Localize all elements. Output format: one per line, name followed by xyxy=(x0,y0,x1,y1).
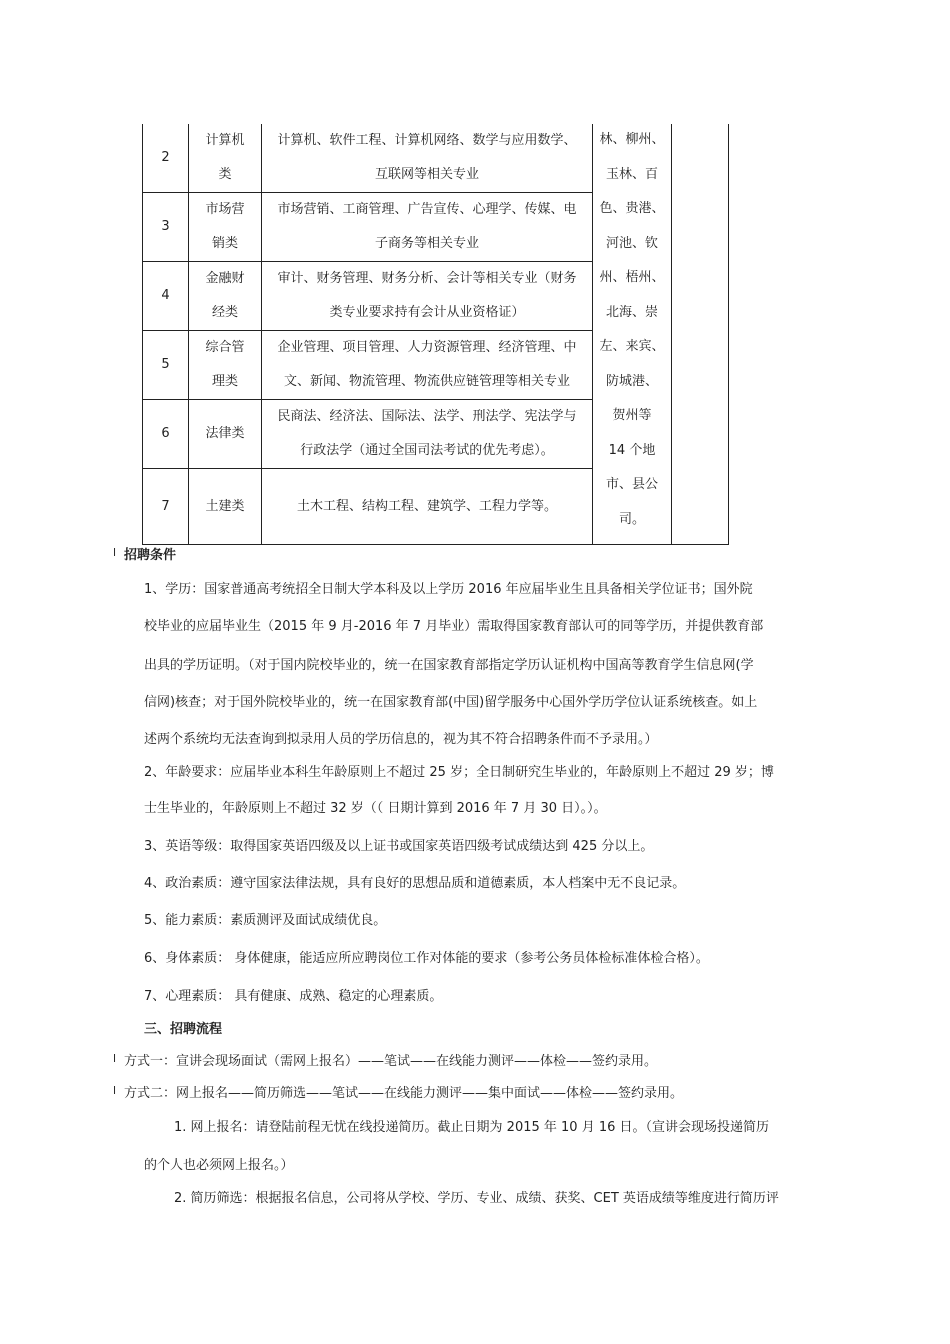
majors-line: 互联网等相关专业 xyxy=(374,167,479,182)
condition-line: 校毕业的应届毕业生（2015 年 9 月-2016 年 7 月毕业）需取得国家教育部认可的同等学历，并提供教育部 xyxy=(144,619,764,634)
job-category-line: 市场营 xyxy=(205,202,245,217)
condition-line: 6、身体素质： 身体健康，能适应所应聘岗位工作对体能的要求（参考公务员体检标准体检合格）。 xyxy=(144,951,709,966)
process-step-line: 2. 简历筛选：根据报名信息，公司将从学校、学历、专业、成绩、获奖、CET 英语成绩等维度进行简历评 xyxy=(174,1191,779,1206)
job-category-line: 销类 xyxy=(211,236,238,251)
job-category-line: 计算机 xyxy=(205,133,245,148)
section-heading-process: 三、招聘流程 xyxy=(144,1022,223,1037)
row-number: 3 xyxy=(143,193,189,262)
row-number: 2 xyxy=(143,124,189,193)
job-category xyxy=(189,262,262,331)
section-heading-conditions: 招聘条件 xyxy=(124,548,177,563)
locations-cell xyxy=(593,124,672,545)
bullet-marker: l xyxy=(113,546,117,559)
process-method-2: 方式二：网上报名——简历筛选——笔试——在线能力测评——集中面试——体检——签约录用。 xyxy=(124,1086,684,1101)
condition-line: 出具的学历证明。（对于国内院校毕业的，统一在国家教育部指定学历认证机构中国高等教育学生信息网(学 xyxy=(144,658,754,673)
majors-line: 市场营销、工商管理、广告宣传、心理学、传媒、电 xyxy=(277,202,577,217)
job-category-line: 金融财 xyxy=(205,271,245,286)
job-category xyxy=(189,469,262,545)
majors-cell xyxy=(262,193,593,262)
location-line: 司。 xyxy=(618,511,645,527)
job-category-line: 综合管 xyxy=(205,340,245,355)
job-category-line: 类 xyxy=(218,167,232,182)
process-method-1: 方式一：宣讲会现场面试（需网上报名）——笔试——在线能力测评——体检——签约录用。 xyxy=(124,1054,658,1069)
job-category-line: 土建类 xyxy=(205,498,245,514)
location-line: 14 个地 xyxy=(608,442,656,458)
majors-line: 企业管理、项目管理、人力资源管理、经济管理、中 xyxy=(277,340,577,355)
process-step-line: 的个人也必须网上报名。） xyxy=(144,1158,294,1173)
condition-line: 士生毕业的，年龄原则上不超过 32 岁（（ 日期计算到 2016 年 7 月 30 日）。）。 xyxy=(144,801,607,816)
majors-line: 子商务等相关专业 xyxy=(374,236,479,251)
recruitment-positions-table xyxy=(142,124,729,545)
location-line: 州、梧州、 xyxy=(599,270,665,285)
condition-line: 1、学历：国家普通高考统招全日制大学本科及以上学历 2016 年应届毕业生且具备相关学位证书；国外院 xyxy=(144,582,753,597)
condition-line: 7、心理素质： 具有健康、成熟、稳定的心理素质。 xyxy=(144,989,443,1004)
job-category-line: 法律类 xyxy=(205,426,245,441)
location-line: 色、贵港、 xyxy=(599,201,665,216)
majors-line: 民商法、经济法、国际法、法学、刑法学、宪法学与 xyxy=(277,409,577,424)
process-step-line: 1. 网上报名：请登陆前程无忧在线投递简历。截止日期为 2015 年 10 月 16 日。（宣讲会现场投递简历 xyxy=(174,1120,769,1135)
majors-cell xyxy=(262,262,593,331)
majors-line: 计算机、软件工程、计算机网络、数学与应用数学、 xyxy=(277,133,577,148)
job-category xyxy=(189,193,262,262)
job-category xyxy=(189,400,262,469)
job-category-line: 理类 xyxy=(211,374,238,389)
majors-line: 行政法学（通过全国司法考试的优先考虑）。 xyxy=(300,443,554,458)
condition-line: 信网)核查；对于国外院校毕业的，统一在国家教育部(中国)留学服务中心国外学历学位认证系统核查。如上 xyxy=(144,695,758,710)
empty-cell xyxy=(672,124,729,545)
row-number: 4 xyxy=(143,262,189,331)
job-category xyxy=(189,331,262,400)
location-line: 玉林、百 xyxy=(605,166,658,182)
majors-cell xyxy=(262,124,593,193)
location-line: 左、来宾、 xyxy=(599,339,665,354)
row-number: 6 xyxy=(143,400,189,469)
location-line: 北海、崇 xyxy=(605,304,658,320)
job-category-line: 经类 xyxy=(211,305,238,320)
condition-line: 5、能力素质：素质测评及面试成绩优良。 xyxy=(144,913,387,928)
majors-line: 文、新闻、物流管理、物流供应链管理等相关专业 xyxy=(283,374,570,389)
row-number: 5 xyxy=(143,331,189,400)
majors-cell xyxy=(262,331,593,400)
majors-cell xyxy=(262,469,593,545)
location-line: 防城港、 xyxy=(605,373,658,389)
majors-line: 审计、财务管理、财务分析、会计等相关专业（财务 xyxy=(277,271,577,286)
bullet-marker: l xyxy=(113,1052,117,1065)
majors-cell xyxy=(262,400,593,469)
location-line: 林、柳州、 xyxy=(599,132,665,147)
location-line: 河池、钦 xyxy=(605,235,658,251)
majors-line: 土木工程、结构工程、建筑学、工程力学等。 xyxy=(296,498,557,514)
condition-line: 述两个系统均无法查询到拟录用人员的学历信息的，视为其不符合招聘条件而不予录用。） xyxy=(144,732,658,747)
bullet-marker: l xyxy=(113,1084,117,1097)
location-line: 市、县公 xyxy=(605,477,658,492)
location-line: 贺州等 xyxy=(612,408,652,423)
row-number: 7 xyxy=(143,469,189,545)
condition-line: 2、年龄要求：应届毕业本科生年龄原则上不超过 25 岁；全日制研究生毕业的，年龄原则上不超过 29 岁；博 xyxy=(144,765,774,780)
condition-line: 3、英语等级：取得国家英语四级及以上证书或国家英语四级考试成绩达到 425 分以上。 xyxy=(144,839,654,854)
table-row xyxy=(143,124,729,193)
majors-line: 类专业要求持有会计从业资格证） xyxy=(329,305,525,320)
condition-line: 4、政治素质：遵守国家法律法规，具有良好的思想品质和道德素质，本人档案中无不良记录。 xyxy=(144,876,686,891)
job-category xyxy=(189,124,262,193)
